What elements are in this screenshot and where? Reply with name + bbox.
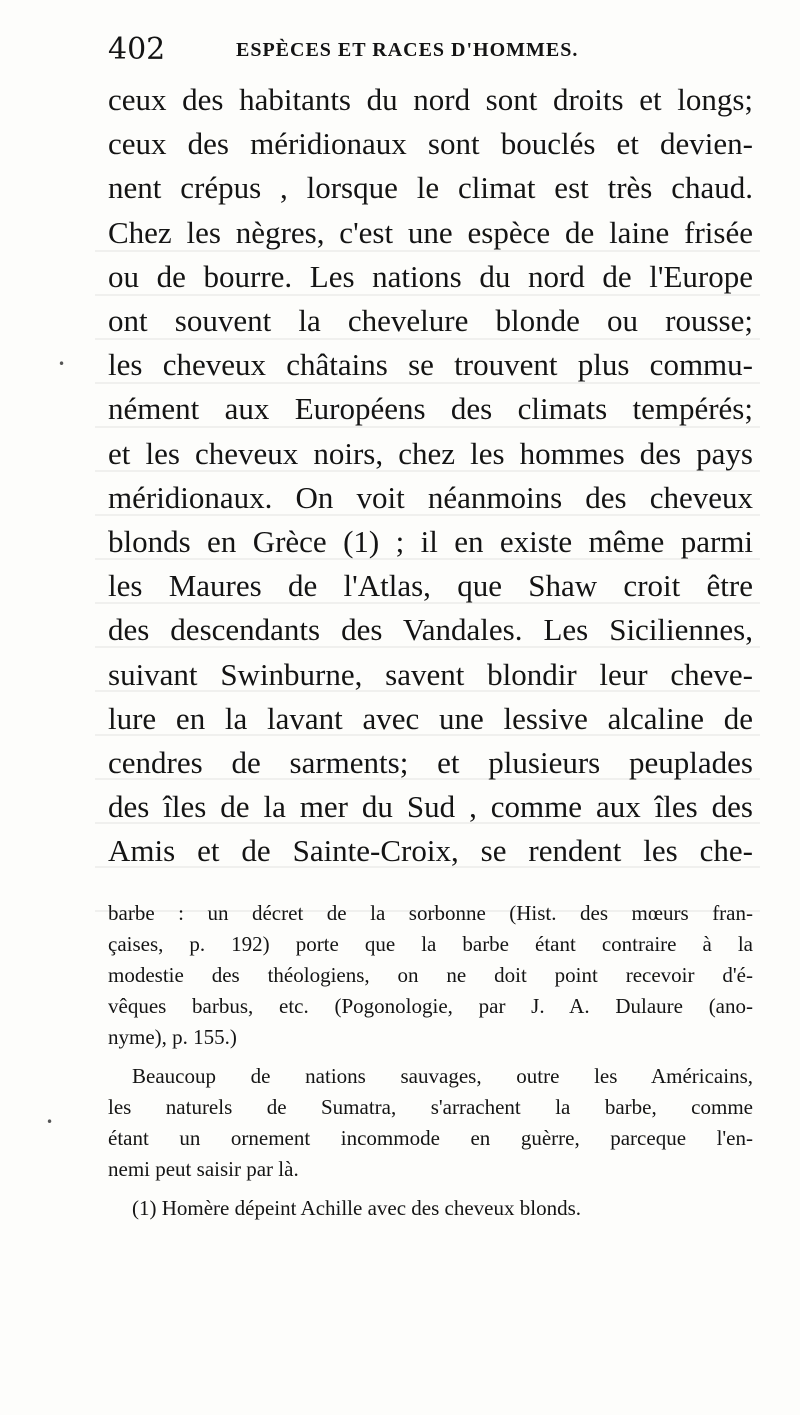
footnote-spacer xyxy=(108,1185,753,1193)
page-header xyxy=(108,30,760,70)
footnote-continuation-line: modestie des théologiens, on ne doit point recevoir d'é- xyxy=(108,963,753,987)
footnote-continuation-line: vêques barbus, etc. (Pogonologie, par J. A. Dulaure (ano- xyxy=(108,994,753,1018)
body-line: blonds en Grèce (1) ; il en existe même parmi xyxy=(108,524,753,560)
page-number: 402 xyxy=(108,32,166,67)
body-line: cendres de sarments; et plusieurs peuplades xyxy=(108,745,753,781)
margin-speck: • xyxy=(58,357,66,371)
body-line: ceux des méridionaux sont bouclés et devien- xyxy=(108,126,753,162)
body-line: Amis et de Sainte-Croix, se rendent les che- xyxy=(108,833,753,869)
running-title: ESPÈCES ET RACES D'HOMMES. xyxy=(236,39,579,61)
footnote-continuation-line: çaises, p. 192) porte que la barbe étant contraire à la xyxy=(108,932,753,956)
body-line: suivant Swinburne, savent blondir leur cheve- xyxy=(108,656,753,692)
body-line: Chez les nègres, c'est une espèce de laine frisée xyxy=(108,214,753,250)
body-line: des descendants des Vandales. Les Siciliennes, xyxy=(108,612,753,648)
body-line: les Maures de l'Atlas, que Shaw croit être xyxy=(108,568,753,604)
footnote-continuation-line: nyme), p. 155.) xyxy=(108,1025,237,1049)
main-text-block xyxy=(108,78,753,874)
footnote-paragraph-line: Beaucoup de nations sauvages, outre les Américains, xyxy=(132,1064,753,1088)
body-line: ceux des habitants du nord sont droits et longs; xyxy=(108,82,753,117)
body-line: nent crépus , lorsque le climat est très chaud. xyxy=(108,170,753,206)
body-line: nément aux Européens des climats tempérés; xyxy=(108,391,753,427)
body-line: méridionaux. On voit néanmoins des cheveux xyxy=(108,479,753,515)
footnote-paragraph-line: les naturels de Sumatra, s'arrachent la barbe, comme xyxy=(108,1095,753,1119)
footnote-paragraph-line: nemi peut saisir par là. xyxy=(108,1157,299,1181)
footnote-paragraph-line: étant un ornement incommode en guèrre, parceque l'en- xyxy=(108,1126,753,1150)
footnote-spacer xyxy=(108,1053,753,1061)
body-line: des îles de la mer du Sud , comme aux îles des xyxy=(108,789,753,825)
body-line: et les cheveux noirs, chez les hommes des pays xyxy=(108,435,753,471)
footnote-note-1: (1) Homère dépeint Achille avec des cheveux blonds. xyxy=(132,1196,582,1220)
body-line: ont souvent la chevelure blonde ou rousse; xyxy=(108,303,753,339)
body-line: lure en la lavant avec une lessive alcaline de xyxy=(108,700,753,736)
body-line: ou de bourre. Les nations du nord de l'Europe xyxy=(108,258,753,294)
margin-speck: • xyxy=(46,1115,54,1129)
footnotes xyxy=(108,898,753,1224)
footnote-continuation-line: barbe : un décret de la sorbonne (Hist. des mœurs fran- xyxy=(108,901,753,925)
body-line: les cheveux châtains se trouvent plus commu- xyxy=(108,347,753,383)
